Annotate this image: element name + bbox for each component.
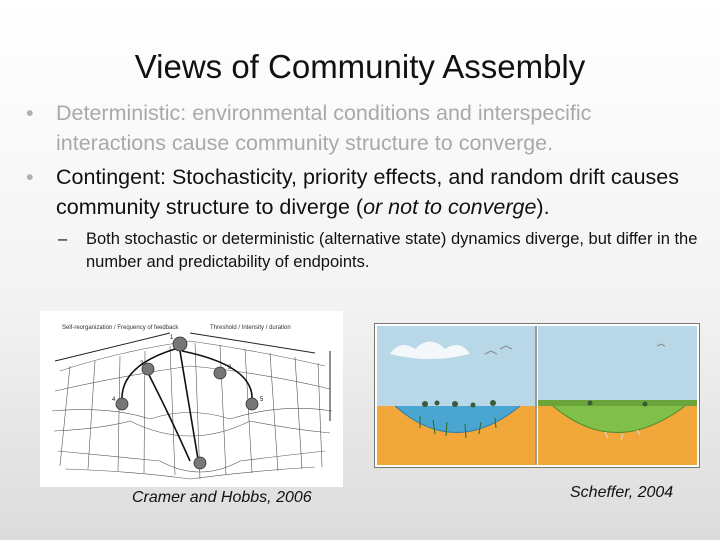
lake-states-figure — [374, 323, 700, 468]
bullet-text-end: ). — [536, 195, 550, 219]
ball-5 — [246, 398, 258, 410]
node-number: 5 — [260, 397, 264, 403]
caption-cramer-hobbs: Cramer and Hobbs, 2006 — [132, 489, 312, 506]
ball-4 — [116, 398, 128, 410]
bullet-contingent — [26, 162, 706, 222]
node-number: 2 — [140, 361, 144, 367]
slide-title: Views of Community Assembly — [134, 48, 586, 85]
bullet-text-italic: or not to converge — [363, 195, 537, 219]
bullet-marker: • — [26, 101, 34, 125]
landscape-mesh — [52, 341, 332, 479]
axis-label-threshold: Threshold / Intensity / duration — [210, 325, 291, 331]
ball-2 — [142, 363, 154, 375]
state-balls — [116, 337, 258, 469]
axis-label-feedback: Self-reorganization / Frequency of feedback — [62, 325, 179, 331]
lake-states-illustration — [375, 324, 699, 467]
ball-1 — [173, 337, 187, 351]
bullet-text: Deterministic: environmental conditions and interspecific interactions cause community structure to converge. — [56, 101, 592, 155]
bullet-deterministic — [26, 98, 706, 158]
ball-3 — [214, 367, 226, 379]
ball-6 — [194, 457, 206, 469]
lake-panel-turbid — [538, 326, 697, 465]
axis-arrows — [55, 333, 330, 421]
lake-panel-clear — [377, 326, 535, 465]
caption-scheffer: Scheffer, 2004 — [570, 484, 674, 501]
node-number: 1 — [170, 335, 174, 341]
bullet-list — [26, 98, 706, 226]
bullet-text: Contingent: Stochasticity, priority effects, and random drift causes community structure to diverge ( — [56, 165, 680, 219]
node-number: 3 — [228, 365, 232, 371]
sub-bullet — [58, 228, 706, 274]
sub-bullet-text: Both stochastic or deterministic (alternative state) dynamics diverge, but differ in the number and predictability of endpoints. — [86, 230, 698, 271]
landscape-figure — [40, 311, 343, 487]
node-number: 4 — [112, 397, 116, 403]
sub-bullet-marker: – — [58, 230, 68, 248]
landscape-diagram — [40, 311, 343, 487]
bullet-marker: • — [26, 165, 34, 189]
